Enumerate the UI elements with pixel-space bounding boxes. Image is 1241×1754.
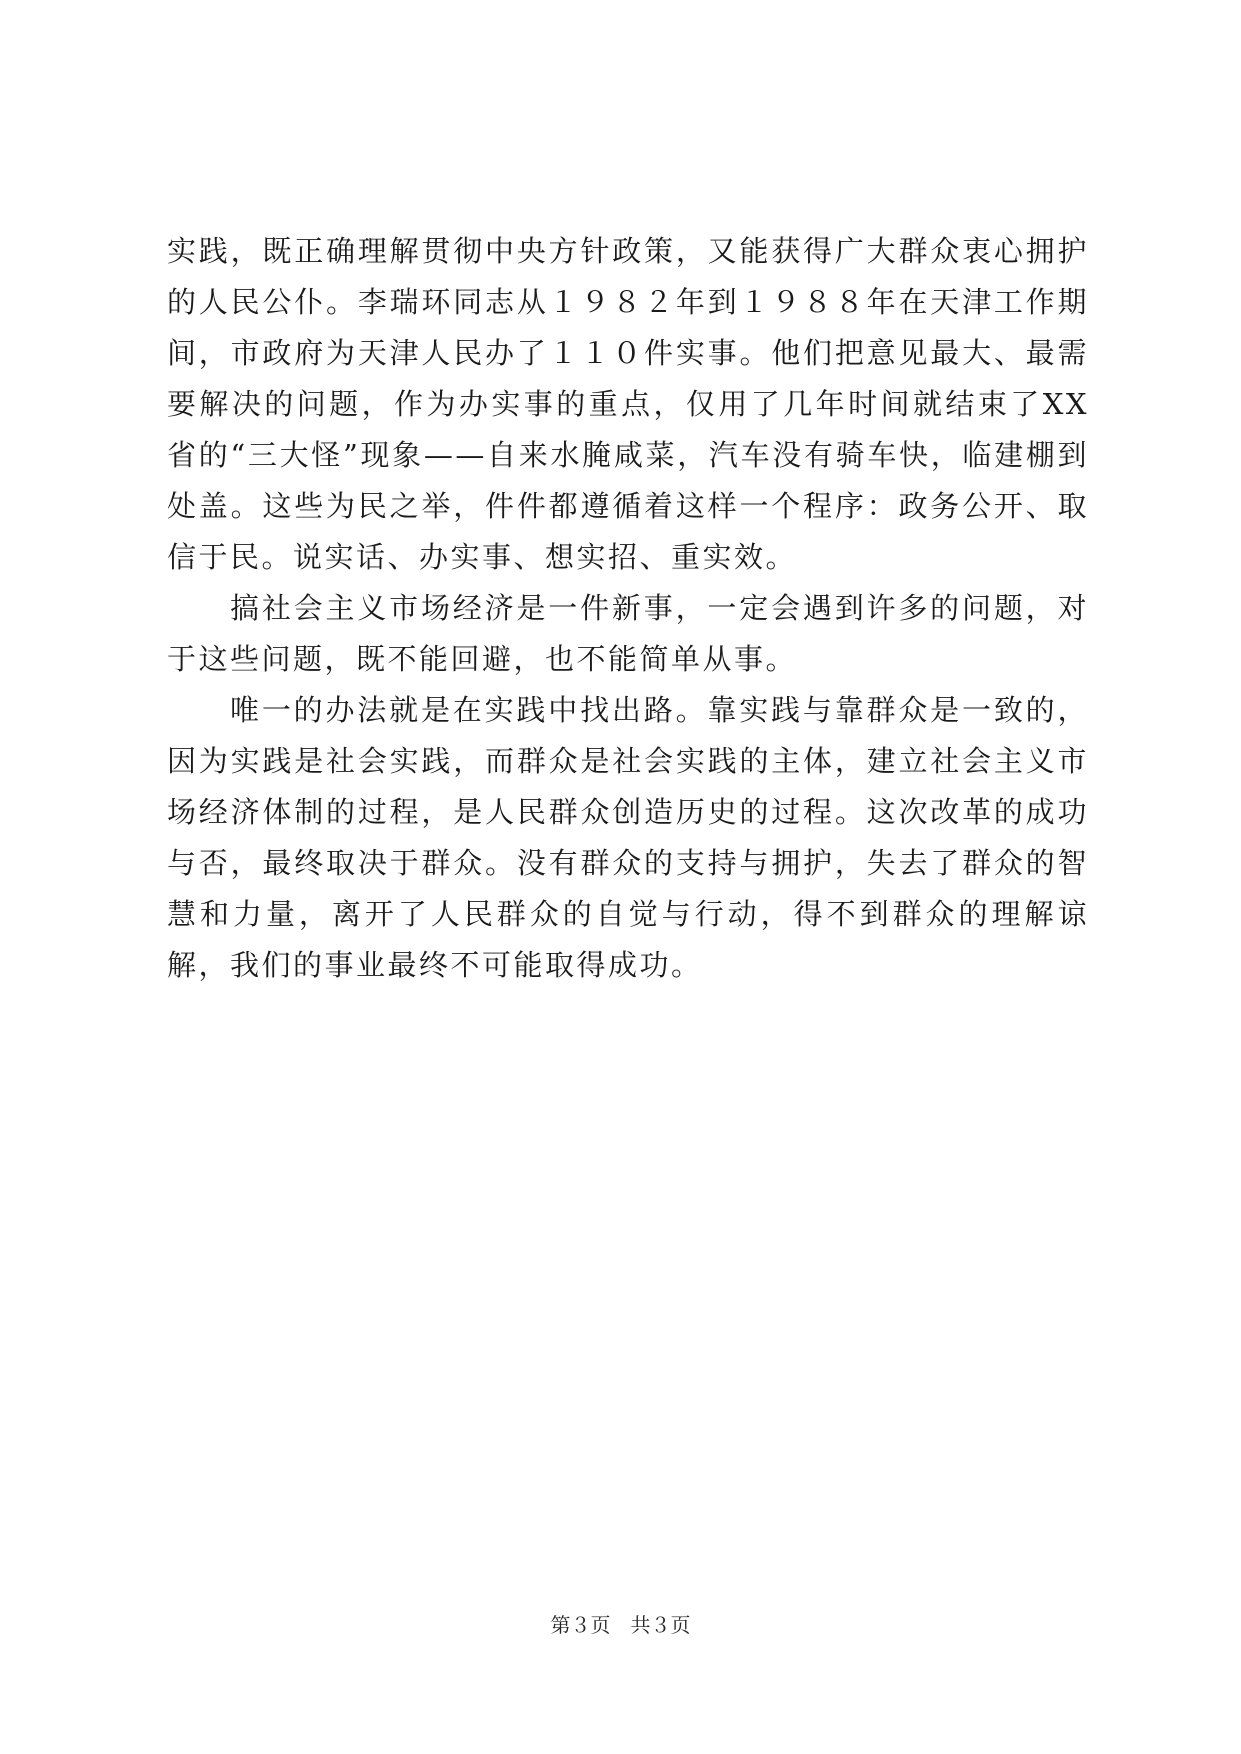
- document-body: [167, 226, 1089, 991]
- paragraph-2: 搞社会主义市场经济是一件新事，一定会遇到许多的问题，对于这些问题，既不能回避，也不能简单从事。: [167, 591, 1089, 676]
- paragraph-1: 实践，既正确理解贯彻中央方针政策，又能获得广大群众衷心拥护的人民公仆。李瑞环同志从１９８２年到１９８８年在天津工作期间，市政府为天津人民办了１１０件实事。他们把意见最大、最需要解决的问题，作为办实事的重点，仅用了几年时间就结束了XX省的“三大怪”现象——自来水腌咸菜，汽车没有骑车快，临建棚到处盖。这些为民之举，件件都遵循着这样一个程序：政务公开、取信于民。说实话、办实事、想实招、重实效。: [167, 234, 1089, 574]
- paragraph-3: 唯一的办法就是在实践中找出路。靠实践与靠群众是一致的，因为实践是社会实践，而群众是社会实践的主体，建立社会主义市场经济体制的过程，是人民群众创造历史的过程。这次改革的成功与否，最终取决于群众。没有群众的支持与拥护，失去了群众的智慧和力量，离开了人民群众的自觉与行动，得不到群众的理解谅解，我们的事业最终不可能取得成功。: [167, 693, 1089, 982]
- page-footer: 第３页 共３页: [550, 1613, 691, 1637]
